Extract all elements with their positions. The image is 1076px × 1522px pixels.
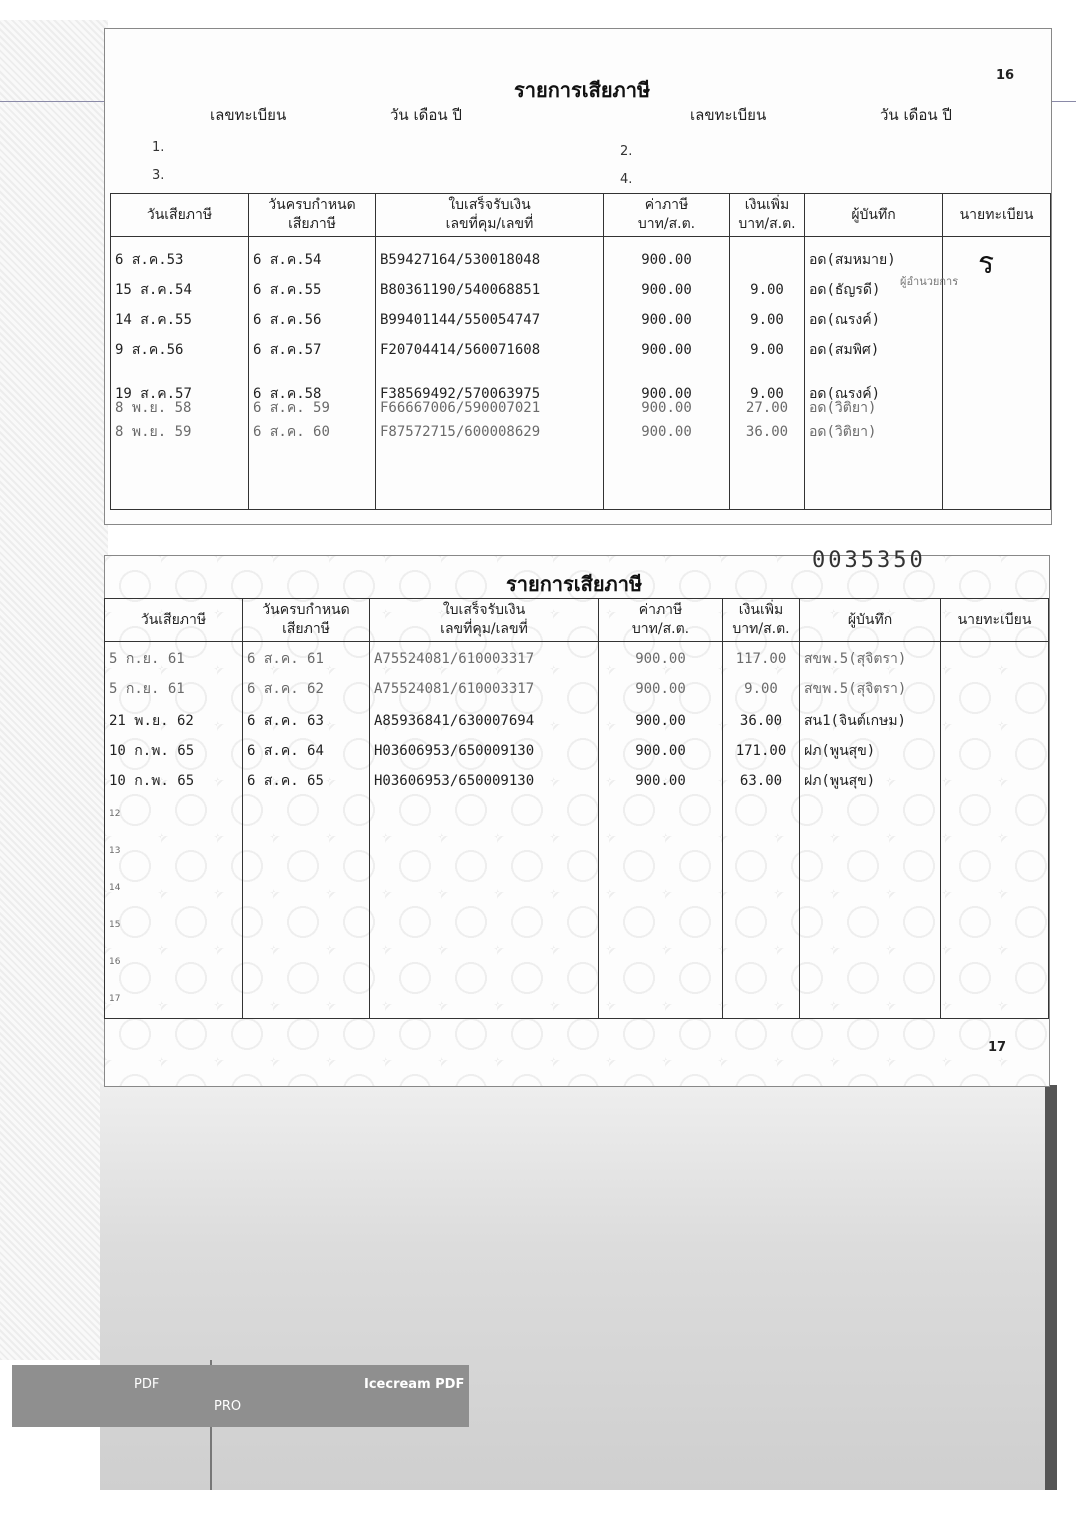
cell-receipt: A85936841/630007694 xyxy=(374,713,535,729)
watermark-pdf-text: PDF xyxy=(134,1377,160,1392)
cell-tax: 900.00 xyxy=(641,386,692,402)
col-header-due-date xyxy=(249,194,376,237)
date-label-2: วัน เดือน ปี xyxy=(880,106,952,124)
col-receipt xyxy=(370,642,599,1019)
cell-extra: 9.00 xyxy=(744,681,778,697)
row-number: 12 xyxy=(109,809,121,819)
cell-tax: 900.00 xyxy=(635,651,686,667)
tax-table-bottom xyxy=(104,598,1049,1019)
cell-extra: 63.00 xyxy=(739,773,783,789)
col-header-receipt-text: ใบเสร็จรับเงิน เลขที่คุม/เลขที่ xyxy=(440,602,528,637)
col-header-extra-text: เงินเพิ่ม บาท/ส.ต. xyxy=(732,602,790,637)
col-recorder xyxy=(800,642,941,1019)
col-header-registrar: นายทะเบียน xyxy=(943,194,1051,237)
pdf-watermark xyxy=(12,1365,469,1427)
cell-due-date: 6 ส.ค.57 xyxy=(253,342,322,358)
cell-extra xyxy=(734,245,800,275)
registrar-signature: ร xyxy=(978,246,995,281)
col-tax xyxy=(599,642,723,1019)
registration-label-1: เลขทะเบียน xyxy=(210,106,287,124)
registration-row-number: 4. xyxy=(620,172,633,187)
cell-recorder: สน1(จินต์เกษม) xyxy=(804,713,906,729)
cell-recorder: อด(ณรงค์) xyxy=(809,386,881,402)
cell-due-date: 6 ส.ค. 60 xyxy=(253,424,330,440)
row-number: 16 xyxy=(109,957,121,967)
cell-paid-date: 10 ก.พ. 65 xyxy=(109,743,195,759)
cell-paid-date: 6 ส.ค.53 xyxy=(115,252,184,268)
col-due-date xyxy=(243,642,370,1019)
cell-due-date: 6 ส.ค. 64 xyxy=(247,743,324,759)
cell-extra: 9.00 xyxy=(750,312,784,328)
serial-number: 0035350 xyxy=(812,548,926,573)
row-number: 15 xyxy=(109,920,121,930)
cell-extra: 36.00 xyxy=(739,713,783,729)
cell-receipt: F87572715/600008629 xyxy=(380,424,541,440)
cell-paid-date: 8 พ.ย. 59 xyxy=(115,424,192,440)
scan-background xyxy=(100,1085,1045,1490)
cell-tax: 900.00 xyxy=(635,743,686,759)
cell-paid-date: 14 ส.ค.55 xyxy=(115,312,192,328)
page-number-17: 17 xyxy=(988,1040,1007,1055)
cell-extra: 27.00 xyxy=(745,400,789,416)
tax-table-top xyxy=(110,193,1051,510)
registration-row-number: 3. xyxy=(152,168,165,183)
cell-tax: 900.00 xyxy=(641,312,692,328)
col-header-recorder: ผู้บันทึก xyxy=(805,194,943,237)
cell-receipt: H03606953/650009130 xyxy=(374,773,535,789)
cell-paid-date: 8 พ.ย. 58 xyxy=(115,400,192,416)
cell-due-date: 6 ส.ค. 59 xyxy=(253,400,330,416)
table-header-row xyxy=(105,599,1049,642)
cell-extra: 9.00 xyxy=(750,342,784,358)
col-header-receipt xyxy=(370,599,599,642)
row-number: 13 xyxy=(109,846,121,856)
cell-due-date: 6 ส.ค. 62 xyxy=(247,681,324,697)
col-header-due-date-text: วันครบกำหนด เสียภาษี xyxy=(268,197,356,232)
cell-tax: 900.00 xyxy=(641,400,692,416)
cell-paid-date: 5 ก.ย. 61 xyxy=(109,651,185,667)
cell-recorder: อด(สมหมาย) xyxy=(809,252,896,268)
cell-receipt: H03606953/650009130 xyxy=(374,743,535,759)
col-header-due-date-text: วันครบกำหนด เสียภาษี xyxy=(262,602,350,637)
cell-paid-date: 10 ก.พ. 65 xyxy=(109,773,195,789)
col-header-receipt-text: ใบเสร็จรับเงิน เลขที่คุม/เลขที่ xyxy=(445,197,534,232)
col-header-receipt xyxy=(376,194,604,237)
cell-recorder: ฝภ(พูนสุข) xyxy=(804,773,876,789)
col-paid-date xyxy=(105,642,243,1019)
cell-due-date: 6 ส.ค. 61 xyxy=(247,651,324,667)
cell-receipt: F20704414/560071608 xyxy=(380,342,541,358)
watermark-brand-text: Icecream PDF xyxy=(364,1377,465,1392)
cell-due-date: 6 ส.ค.56 xyxy=(253,312,322,328)
col-receipt xyxy=(376,237,604,510)
col-extra xyxy=(730,237,805,510)
registration-row-number: 2. xyxy=(620,144,633,159)
cell-recorder: อด(สมพิศ) xyxy=(809,342,880,358)
cell-extra: 36.00 xyxy=(745,424,789,440)
col-header-tax-text: ค่าภาษี บาท/ส.ต. xyxy=(631,602,690,637)
cell-tax: 900.00 xyxy=(641,252,692,268)
cell-paid-date: 19 ส.ค.57 xyxy=(115,386,192,402)
col-tax xyxy=(604,237,730,510)
col-header-paid-date: วันเสียภาษี xyxy=(105,599,243,642)
cell-extra: 171.00 xyxy=(735,743,787,759)
cell-receipt: B99401144/550054747 xyxy=(380,312,541,328)
cell-recorder: อด(วิติยา) xyxy=(809,424,877,440)
cell-due-date: 6 ส.ค. 65 xyxy=(247,773,324,789)
cell-receipt: F66667006/590007021 xyxy=(380,400,541,416)
registrar-stamp: ผู้อำนวยการ xyxy=(900,275,959,288)
cell-paid-date: 15 ส.ค.54 xyxy=(115,282,192,298)
date-label-1: วัน เดือน ปี xyxy=(390,106,462,124)
col-registrar xyxy=(943,237,1051,510)
col-header-extra xyxy=(723,599,800,642)
cell-paid-date: 5 ก.ย. 61 xyxy=(109,681,185,697)
col-header-tax xyxy=(599,599,723,642)
col-header-tax-text: ค่าภาษี บาท/ส.ต. xyxy=(637,197,696,232)
cell-recorder: สขพ.5(สุจิตรา) xyxy=(804,681,907,697)
col-header-tax xyxy=(604,194,730,237)
cell-recorder: อด(ณรงค์) xyxy=(809,312,881,328)
registration-row-number: 1. xyxy=(152,140,165,155)
col-header-registrar: นายทะเบียน xyxy=(941,599,1049,642)
cell-tax: 900.00 xyxy=(635,713,686,729)
cell-tax: 900.00 xyxy=(641,282,692,298)
cell-extra: 9.00 xyxy=(750,282,784,298)
cell-tax: 900.00 xyxy=(641,424,692,440)
watermark-pro-text: PRO xyxy=(214,1399,242,1414)
cell-tax: 900.00 xyxy=(641,342,692,358)
row-number: 14 xyxy=(109,883,121,893)
cell-tax: 900.00 xyxy=(635,773,686,789)
cell-recorder: สขพ.5(สุจิตรา) xyxy=(804,651,907,667)
page-title-16: รายการเสียภาษี xyxy=(514,78,651,102)
table-body xyxy=(105,642,1049,1019)
cell-receipt: B80361190/540068851 xyxy=(380,282,541,298)
col-extra xyxy=(723,642,800,1019)
col-header-due-date xyxy=(243,599,370,642)
cell-tax: 900.00 xyxy=(635,681,686,697)
col-due-date xyxy=(249,237,376,510)
col-paid-date xyxy=(111,237,249,510)
page-number-16: 16 xyxy=(996,68,1015,83)
row-number: 17 xyxy=(109,994,121,1004)
cell-due-date: 6 ส.ค.58 xyxy=(253,386,322,402)
col-header-extra-text: เงินเพิ่ม บาท/ส.ต. xyxy=(738,197,796,232)
col-header-paid-date: วันเสียภาษี xyxy=(111,194,249,237)
cell-recorder: อด(ธัญรดี) xyxy=(809,282,881,298)
cell-due-date: 6 ส.ค.55 xyxy=(253,282,322,298)
cell-paid-date: 9 ส.ค.56 xyxy=(115,342,184,358)
table-header-row xyxy=(111,194,1051,237)
col-header-extra xyxy=(730,194,805,237)
cell-extra: 9.00 xyxy=(750,386,784,402)
cell-paid-date: 21 พ.ย. 62 xyxy=(109,713,194,729)
cell-receipt: F38569492/570063975 xyxy=(380,386,541,402)
cell-recorder: ฝภ(พูนสุข) xyxy=(804,743,876,759)
scan-edge-left xyxy=(0,20,108,1360)
cell-due-date: 6 ส.ค. 63 xyxy=(247,713,324,729)
cell-extra: 117.00 xyxy=(735,651,787,667)
registration-label-2: เลขทะเบียน xyxy=(690,106,767,124)
cell-due-date: 6 ส.ค.54 xyxy=(253,252,322,268)
scan-edge-right xyxy=(1045,1085,1057,1490)
cell-recorder: อด(วิติยา) xyxy=(809,400,877,416)
page-title-17: รายการเสียภาษี xyxy=(506,572,643,596)
col-header-recorder: ผู้บันทึก xyxy=(800,599,941,642)
col-registrar xyxy=(941,642,1049,1019)
cell-receipt: B59427164/530018048 xyxy=(380,252,541,268)
cell-receipt: A75524081/610003317 xyxy=(374,651,535,667)
cell-receipt: A75524081/610003317 xyxy=(374,681,535,697)
